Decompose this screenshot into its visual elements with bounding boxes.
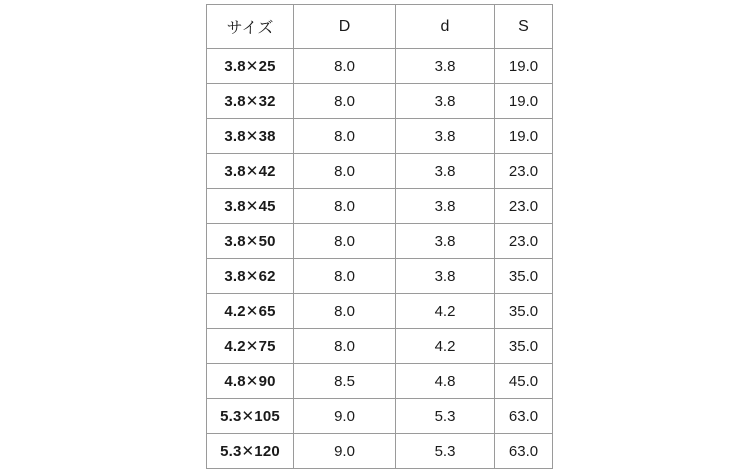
cell-S: 19.0 [495,49,553,84]
cell-size: 4.2✕65 [207,294,294,329]
header-d: d [396,5,495,49]
cell-d: 3.8 [396,154,495,189]
cell-d: 4.8 [396,364,495,399]
cell-D: 9.0 [294,434,396,469]
cell-d: 4.2 [396,329,495,364]
cell-d: 3.8 [396,84,495,119]
cell-D: 8.0 [294,154,396,189]
cell-D: 8.5 [294,364,396,399]
cell-size: 3.8✕32 [207,84,294,119]
cell-S: 19.0 [495,119,553,154]
cell-D: 8.0 [294,49,396,84]
cell-S: 63.0 [495,434,553,469]
cell-D: 8.0 [294,294,396,329]
table-row [207,84,553,119]
cell-S: 35.0 [495,259,553,294]
cell-S: 19.0 [495,84,553,119]
cell-d: 3.8 [396,259,495,294]
cell-S: 23.0 [495,189,553,224]
cell-size: 3.8✕62 [207,259,294,294]
cell-D: 8.0 [294,224,396,259]
cell-size: 4.8✕90 [207,364,294,399]
table-row [207,259,553,294]
table-row [207,224,553,259]
table-row [207,119,553,154]
cell-d: 3.8 [396,189,495,224]
cell-S: 35.0 [495,329,553,364]
cell-d: 3.8 [396,119,495,154]
cell-S: 35.0 [495,294,553,329]
cell-D: 8.0 [294,259,396,294]
cell-D: 8.0 [294,84,396,119]
cell-size: 3.8✕42 [207,154,294,189]
header-size: サイズ [207,5,294,49]
cell-D: 9.0 [294,399,396,434]
cell-size: 5.3✕120 [207,434,294,469]
cell-size: 3.8✕25 [207,49,294,84]
table-body [207,49,553,469]
cell-D: 8.0 [294,189,396,224]
table-row [207,189,553,224]
cell-d: 5.3 [396,434,495,469]
cell-d: 3.8 [396,49,495,84]
table-row [207,329,553,364]
header-D: D [294,5,396,49]
cell-D: 8.0 [294,329,396,364]
cell-size: 5.3✕105 [207,399,294,434]
table-row [207,434,553,469]
cell-size: 4.2✕75 [207,329,294,364]
cell-size: 3.8✕45 [207,189,294,224]
table-row [207,294,553,329]
cell-size: 3.8✕38 [207,119,294,154]
header-row [207,5,553,49]
header-S: S [495,5,553,49]
cell-S: 23.0 [495,224,553,259]
cell-d: 5.3 [396,399,495,434]
table-row [207,364,553,399]
cell-d: 3.8 [396,224,495,259]
spec-table [206,4,553,469]
table-row [207,154,553,189]
table-row [207,49,553,84]
cell-S: 23.0 [495,154,553,189]
table-row [207,399,553,434]
cell-d: 4.2 [396,294,495,329]
cell-size: 3.8✕50 [207,224,294,259]
cell-D: 8.0 [294,119,396,154]
table-header [207,5,553,49]
cell-S: 63.0 [495,399,553,434]
cell-S: 45.0 [495,364,553,399]
